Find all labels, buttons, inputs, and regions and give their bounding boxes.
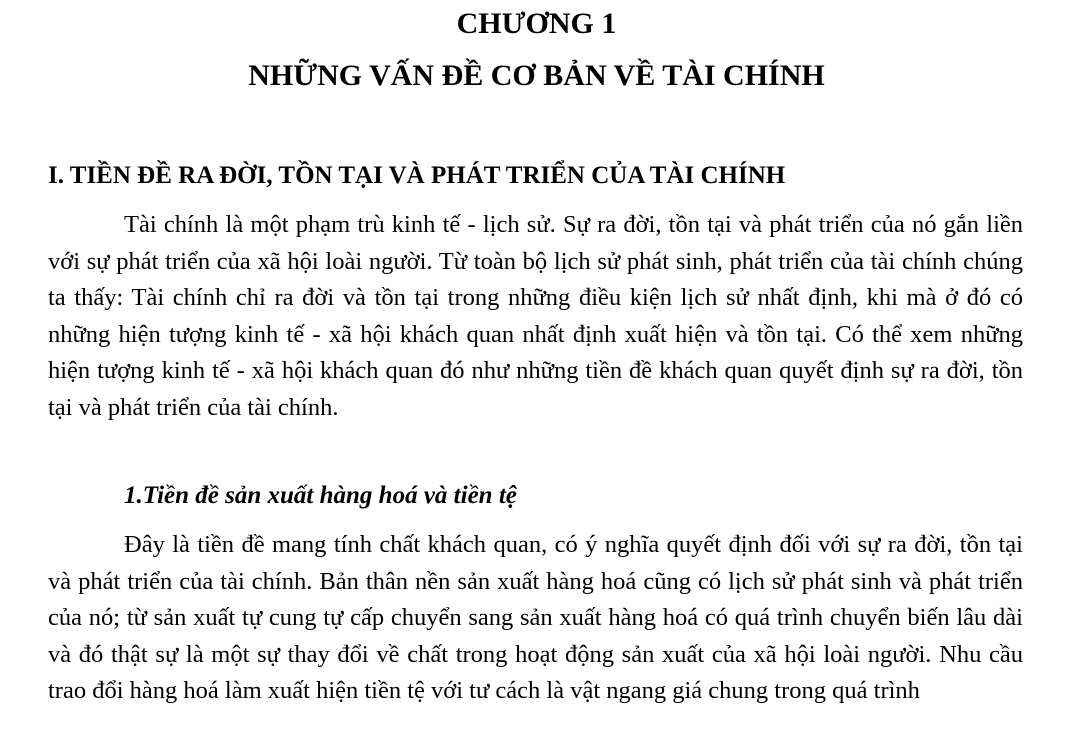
paragraph-1: Tài chính là một phạm trù kinh tế - lịch sử. Sự ra đời, tồn tại và phát triển của nó gắn liền với sự phát triển của xã hội loài người. Từ toàn bộ lịch sử phát sinh, phát triển của tài chính chúng ta thấy: Tài chính chỉ ra đời và tồn tại trong những điều kiện lịch sử nhất định, khi mà ở đó có những hiện tượng kinh tế - xã hội khách quan nhất định xuất hiện và tồn tại. Có thể xem những hiện tượng kinh tế - xã hội khách quan đó như những tiền đề khách quan quyết định sự ra đời, tồn tại và phát triển của tài chính.	[48, 211, 1023, 421]
paragraph-2: Đây là tiền đề mang tính chất khách quan, có ý nghĩa quyết định đối với sự ra đời, tồn tại và phát triển của tài chính. Bản thân nền sản xuất hàng hoá cũng có lịch sử phát sinh và phát triển của nó; từ sản xuất tự cung tự cấp chuyển sang sản xuất hàng hoá có quá trình chuyển biến lâu dài và đó thật sự là một sự thay đổi về chất trong hoạt động sản xuất của xã hội loài người. Nhu cầu trao đổi hàng hoá làm xuất hiện tiền tệ với tư cách là vật ngang giá chung trong quá trình	[48, 531, 1023, 704]
chapter-title: NHỮNG VẤN ĐỀ CƠ BẢN VỀ TÀI CHÍNH	[248, 59, 825, 92]
section-heading: I. TIỀN ĐỀ RA ĐỜI, TỒN TẠI VÀ PHÁT TRIỂN CỦA TÀI CHÍNH	[48, 162, 786, 189]
subsection-heading: 1.Tiền đề sản xuất hàng hoá và tiền tệ	[124, 482, 517, 509]
chapter-number: CHƯƠNG 1	[456, 7, 617, 40]
